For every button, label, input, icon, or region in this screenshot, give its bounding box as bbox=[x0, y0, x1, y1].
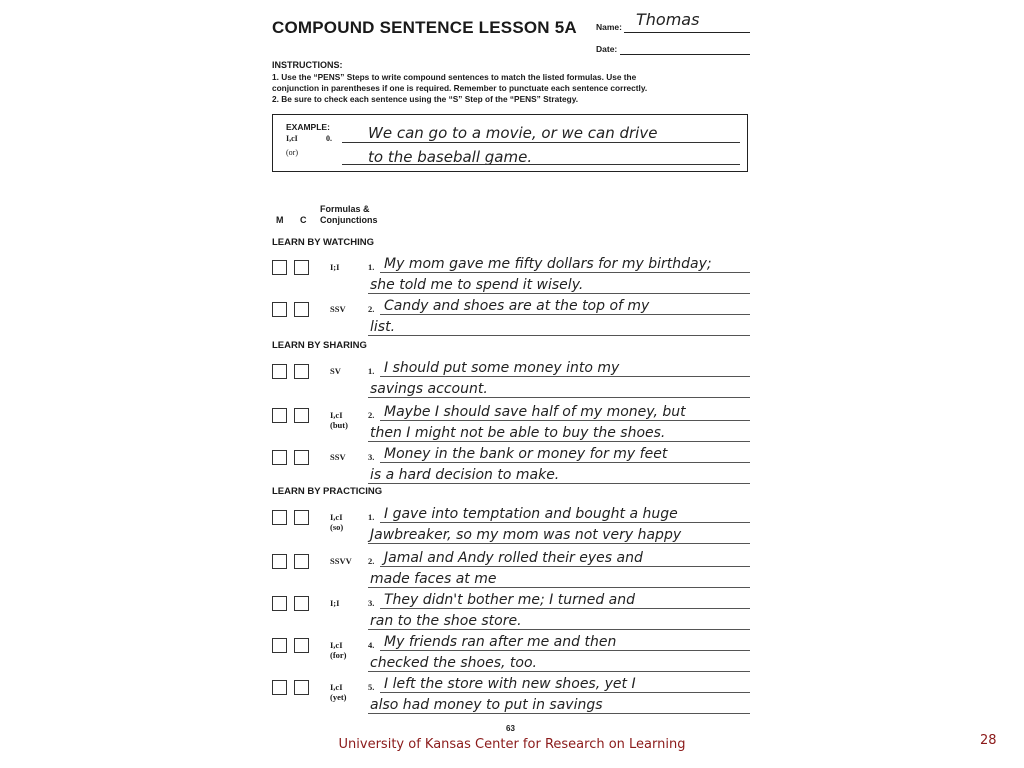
writing-rule bbox=[380, 650, 750, 651]
slide-number: 28 bbox=[980, 733, 997, 748]
worksheet-page bbox=[262, 8, 762, 736]
handwritten-line: Maybe I should save half of my money, but bbox=[384, 404, 686, 420]
writing-rule bbox=[380, 462, 750, 463]
handwritten-line: Jamal and Andy rolled their eyes and bbox=[384, 550, 643, 566]
example-number: 0. bbox=[326, 134, 332, 143]
column-m: M bbox=[276, 215, 284, 225]
item-conjunction: (but) bbox=[330, 420, 348, 430]
column-formulas: Formulas & bbox=[320, 204, 370, 214]
item-formula: SV bbox=[330, 366, 341, 376]
item-number: 1. bbox=[368, 262, 375, 272]
writing-rule bbox=[380, 522, 750, 523]
handwritten-line: I should put some money into my bbox=[384, 360, 620, 376]
item-number: 3. bbox=[368, 598, 375, 608]
handwritten-line: list. bbox=[370, 319, 396, 335]
handwritten-line: Money in the bank or money for my feet bbox=[384, 446, 668, 462]
handwritten-line: also had money to put in savings bbox=[370, 697, 603, 713]
handwritten-line: checked the shoes, too. bbox=[370, 655, 537, 671]
footer-credit: University of Kansas Center for Research on Learning bbox=[338, 737, 686, 752]
mastered-checkbox[interactable] bbox=[272, 302, 287, 317]
item-formula: I,cI bbox=[330, 512, 343, 522]
handwritten-line: They didn't bother me; I turned and bbox=[384, 592, 636, 608]
handwritten-line: she told me to spend it wisely. bbox=[370, 277, 584, 293]
writing-rule bbox=[368, 713, 750, 714]
mastered-checkbox[interactable] bbox=[272, 554, 287, 569]
completed-checkbox[interactable] bbox=[294, 302, 309, 317]
date-label: Date: bbox=[596, 44, 618, 54]
completed-checkbox[interactable] bbox=[294, 364, 309, 379]
writing-rule bbox=[368, 483, 750, 484]
item-number: 5. bbox=[368, 682, 375, 692]
writing-rule bbox=[368, 293, 750, 294]
handwritten-line: ran to the shoe store. bbox=[370, 613, 522, 629]
mastered-checkbox[interactable] bbox=[272, 638, 287, 653]
mastered-checkbox[interactable] bbox=[272, 364, 287, 379]
writing-rule bbox=[380, 420, 750, 421]
completed-checkbox[interactable] bbox=[294, 450, 309, 465]
item-formula: SSV bbox=[330, 452, 346, 462]
name-value: Thomas bbox=[636, 10, 700, 29]
completed-checkbox[interactable] bbox=[294, 554, 309, 569]
item-formula: SSVV bbox=[330, 556, 352, 566]
item-number: 4. bbox=[368, 640, 375, 650]
item-formula: I;I bbox=[330, 262, 340, 272]
handwritten-line: Jawbreaker, so my mom was not very happy bbox=[370, 527, 682, 543]
completed-checkbox[interactable] bbox=[294, 408, 309, 423]
example-sentence-line: to the baseball game. bbox=[368, 148, 533, 166]
item-conjunction: (yet) bbox=[330, 692, 347, 702]
item-formula: I,cI bbox=[330, 682, 343, 692]
completed-checkbox[interactable] bbox=[294, 510, 309, 525]
example-conjunction: (or) bbox=[286, 148, 298, 157]
example-formula: I,cI bbox=[286, 134, 298, 143]
completed-checkbox[interactable] bbox=[294, 596, 309, 611]
writing-rule bbox=[368, 543, 750, 544]
handwritten-line: is a hard decision to make. bbox=[370, 467, 560, 483]
handwritten-line: then I might not be able to buy the shoes. bbox=[370, 425, 666, 441]
handwritten-line: savings account. bbox=[370, 381, 488, 397]
handwritten-line: I gave into temptation and bought a huge bbox=[384, 506, 678, 522]
date-line bbox=[620, 54, 750, 55]
mastered-checkbox[interactable] bbox=[272, 260, 287, 275]
section-learn-by-practicing: LEARN BY PRACTICING bbox=[272, 486, 383, 497]
item-number: 2. bbox=[368, 410, 375, 420]
writing-rule bbox=[368, 629, 750, 630]
writing-rule bbox=[368, 397, 750, 398]
writing-rule bbox=[380, 272, 750, 273]
mastered-checkbox[interactable] bbox=[272, 408, 287, 423]
completed-checkbox[interactable] bbox=[294, 638, 309, 653]
writing-rule bbox=[380, 692, 750, 693]
item-number: 1. bbox=[368, 512, 375, 522]
item-number: 1. bbox=[368, 366, 375, 376]
handwritten-line: My mom gave me fifty dollars for my birthday; bbox=[384, 256, 712, 272]
item-number: 2. bbox=[368, 556, 375, 566]
worksheet-title: COMPOUND SENTENCE LESSON 5A bbox=[272, 18, 577, 37]
name-line bbox=[624, 32, 750, 33]
instruction-line: 2. Be sure to check each sentence using the “S” Step of the “PENS” Strategy. bbox=[272, 94, 578, 104]
item-formula: I,cI bbox=[330, 640, 343, 650]
example-rule bbox=[342, 164, 740, 165]
instruction-line: conjunction in parentheses if one is required. Remember to punctuate each sentence correctly. bbox=[272, 83, 648, 93]
writing-rule bbox=[380, 314, 750, 315]
writing-rule bbox=[368, 587, 750, 588]
item-number: 2. bbox=[368, 304, 375, 314]
mastered-checkbox[interactable] bbox=[272, 510, 287, 525]
example-rule bbox=[342, 142, 740, 143]
completed-checkbox[interactable] bbox=[294, 260, 309, 275]
handwritten-line: My friends ran after me and then bbox=[384, 634, 617, 650]
writing-rule bbox=[368, 335, 750, 336]
example-sentence-line: We can go to a movie, or we can drive bbox=[368, 124, 658, 142]
item-conjunction: (for) bbox=[330, 650, 347, 660]
item-conjunction: (so) bbox=[330, 522, 344, 532]
item-formula: I;I bbox=[330, 598, 340, 608]
mastered-checkbox[interactable] bbox=[272, 596, 287, 611]
writing-rule bbox=[380, 608, 750, 609]
writing-rule bbox=[368, 671, 750, 672]
section-learn-by-watching: LEARN BY WATCHING bbox=[272, 237, 375, 248]
handwritten-line: Candy and shoes are at the top of my bbox=[384, 298, 650, 314]
instructions-title: INSTRUCTIONS: bbox=[272, 60, 343, 70]
handwritten-line: made faces at me bbox=[370, 571, 497, 587]
name-label: Name: bbox=[596, 22, 622, 32]
example-label: EXAMPLE: bbox=[286, 122, 330, 132]
item-formula: SSV bbox=[330, 304, 346, 314]
column-c: C bbox=[300, 215, 307, 225]
item-formula: I,cI bbox=[330, 410, 343, 420]
completed-checkbox[interactable] bbox=[294, 680, 309, 695]
mastered-checkbox[interactable] bbox=[272, 450, 287, 465]
mastered-checkbox[interactable] bbox=[272, 680, 287, 695]
writing-rule bbox=[380, 376, 750, 377]
handwritten-line: I left the store with new shoes, yet I bbox=[384, 676, 636, 692]
page-number: 63 bbox=[506, 724, 515, 733]
instruction-line: 1. Use the “PENS” Steps to write compound sentences to match the listed formulas. Use the bbox=[272, 72, 637, 82]
writing-rule bbox=[368, 441, 750, 442]
column-conjunctions: Conjunctions bbox=[320, 215, 378, 225]
section-learn-by-sharing: LEARN BY SHARING bbox=[272, 340, 367, 351]
item-number: 3. bbox=[368, 452, 375, 462]
writing-rule bbox=[380, 566, 750, 567]
